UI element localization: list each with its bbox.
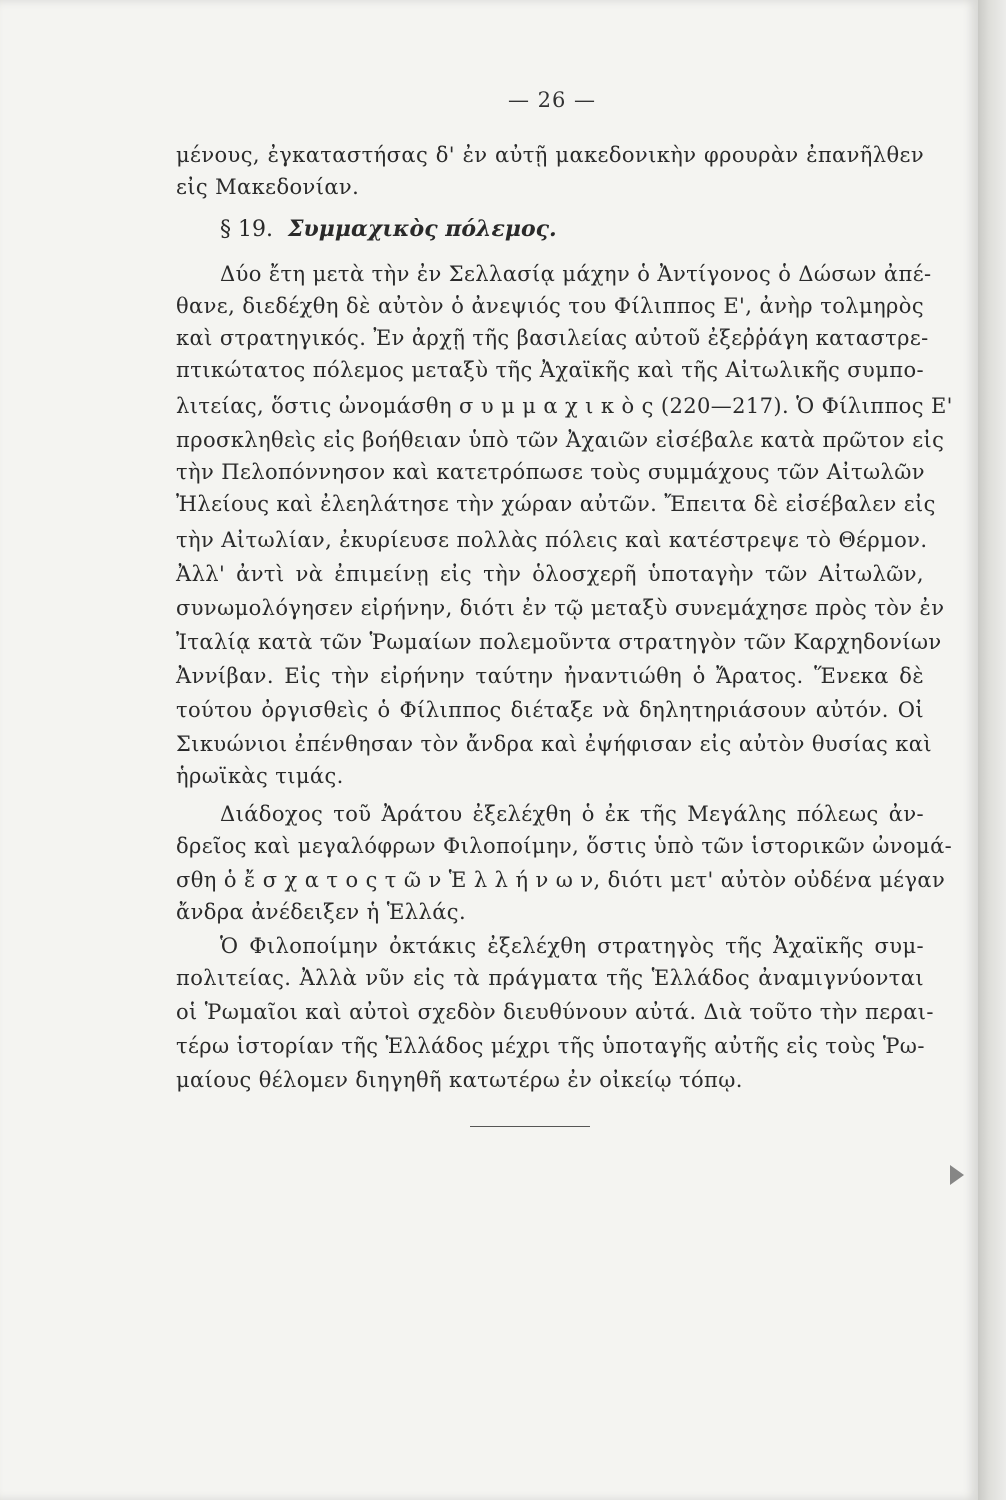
text-line: οἱ Ῥωμαῖοι καὶ αὐτοὶ σχεδὸν διευθύνουν αὐτά. Διὰ τοῦτο τὴν περαι- bbox=[176, 1000, 934, 1024]
page-number: — 26 — bbox=[507, 88, 597, 112]
text-line: δρεῖος καὶ μεγαλόφρων Φιλοποίμην, ὅστις ὑπὸ τῶν ἱστορικῶν ὠνομά- bbox=[176, 834, 953, 858]
text-line: Διάδοχος τοῦ Ἀράτου ἐξελέχθη ὁ ἐκ τῆς Μεγάλης πόλεως ἀν- bbox=[220, 802, 924, 826]
text-line: λιτείας, ὅστις ὠνομάσθη σ υ μ μ α χ ι κ ὸ ς (220—217). Ὁ Φίλιππος Ε' bbox=[176, 394, 953, 418]
text-line: τούτου ὀργισθεὶς ὁ Φίλιππος διέταξε νὰ δηλητηριάσουν αὐτόν. Οἱ bbox=[176, 698, 924, 722]
section-number: § 19. bbox=[220, 217, 273, 242]
page-edge bbox=[978, 0, 1006, 1500]
text-line: προσκληθεὶς εἰς βοήθειαν ὑπὸ τῶν Ἀχαιῶν εἰσέβαλε κατὰ πρῶτον εἰς bbox=[176, 428, 945, 452]
text-line: Ἠλείους καὶ ἐλεηλάτησε τὴν χώραν αὐτῶν. Ἔπειτα δὲ εἰσέβαλεν εἰς bbox=[176, 492, 936, 516]
section-title: Συμμαχικὸς πόλεμος. bbox=[287, 216, 557, 242]
text-line: σθη ὁ ἔ σ χ α τ ο ς τ ῶ ν Ἑ λ λ ή ν ω ν, διότι μετ' αὐτὸν οὐδένα μέγαν bbox=[176, 868, 946, 892]
text-line: πολιτείας. Ἀλλὰ νῦν εἰς τὰ πράγματα τῆς Ἑλλάδος ἀναμιγνύονται bbox=[176, 966, 924, 990]
text-line: Ἀννίβαν. Εἰς τὴν εἰρήνην ταύτην ἠναντιώθη ὁ Ἄρατος. Ἕνεκα δὲ bbox=[176, 664, 924, 688]
text-line: Ἀλλ' ἀντὶ νὰ ἐπιμείνῃ εἰς τὴν ὁλοσχερῆ ὑποταγὴν τῶν Αἰτωλῶν, bbox=[176, 562, 924, 586]
text-line: μένους, ἐγκαταστήσας δ' ἐν αὐτῇ μακεδονικὴν φρουρὰν ἐπανῆλθεν bbox=[176, 143, 924, 167]
text-line: συνωμολόγησεν εἰρήνην, διότι ἐν τῷ μεταξὺ συνεμάχησε πρὸς τὸν ἐν bbox=[176, 596, 945, 620]
section-heading bbox=[220, 213, 557, 246]
text-line: τέρω ἱστορίαν τῆς Ἑλλάδος μέχρι τῆς ὑποταγῆς αὐτῆς εἰς τοὺς Ῥω- bbox=[176, 1034, 925, 1058]
text-line: καὶ στρατηγικός. Ἐν ἀρχῇ τῆς βασιλείας αὐτοῦ ἐξεῤῥάγη καταστρε- bbox=[176, 326, 929, 350]
text-line: Δύο ἔτη μετὰ τὴν ἐν Σελλασίᾳ μάχην ὁ Ἀντίγονος ὁ Δώσων ἀπέ- bbox=[220, 262, 932, 286]
page-marker-icon bbox=[950, 1165, 964, 1185]
text-line: μαίους θέλομεν διηγηθῆ κατωτέρω ἐν οἰκείῳ τόπῳ. bbox=[176, 1068, 743, 1092]
text-line: θανε, διεδέχθη δὲ αὐτὸν ὁ ἀνεψιός του Φίλιππος Ε', ἀνὴρ τολμηρὸς bbox=[176, 294, 924, 318]
text-line: Ὁ Φιλοποίμην ὀκτάκις ἐξελέχθη στρατηγὸς τῆς Ἀχαϊκῆς συμ- bbox=[220, 934, 924, 958]
end-rule bbox=[470, 1126, 590, 1127]
text-line: τὴν Αἰτωλίαν, ἐκυρίευσε πολλὰς πόλεις καὶ κατέστρεψε τὸ Θέρμον. bbox=[176, 528, 928, 552]
text-line: ἄνδρα ἀνέδειξεν ἡ Ἑλλάς. bbox=[176, 900, 467, 924]
text-line: τὴν Πελοπόννησον καὶ κατετρόπωσε τοὺς συμμάχους τῶν Αἰτωλῶν bbox=[176, 460, 925, 484]
text-line: Σικυώνιοι ἐπένθησαν τὸν ἄνδρα καὶ ἐψήφισαν εἰς αὐτὸν θυσίας καὶ bbox=[176, 732, 933, 756]
text-line: πτικώτατος πόλεμος μεταξὺ τῆς Ἀχαϊκῆς καὶ τῆς Αἰτωλικῆς συμπο- bbox=[176, 358, 924, 382]
text-line: εἰς Μακεδονίαν. bbox=[176, 175, 360, 199]
text-line: ἡρωϊκὰς τιμάς. bbox=[176, 764, 344, 788]
text-line: Ἰταλίᾳ κατὰ τῶν Ῥωμαίων πολεμοῦντα στρατηγὸν τῶν Καρχηδονίων bbox=[176, 630, 942, 654]
